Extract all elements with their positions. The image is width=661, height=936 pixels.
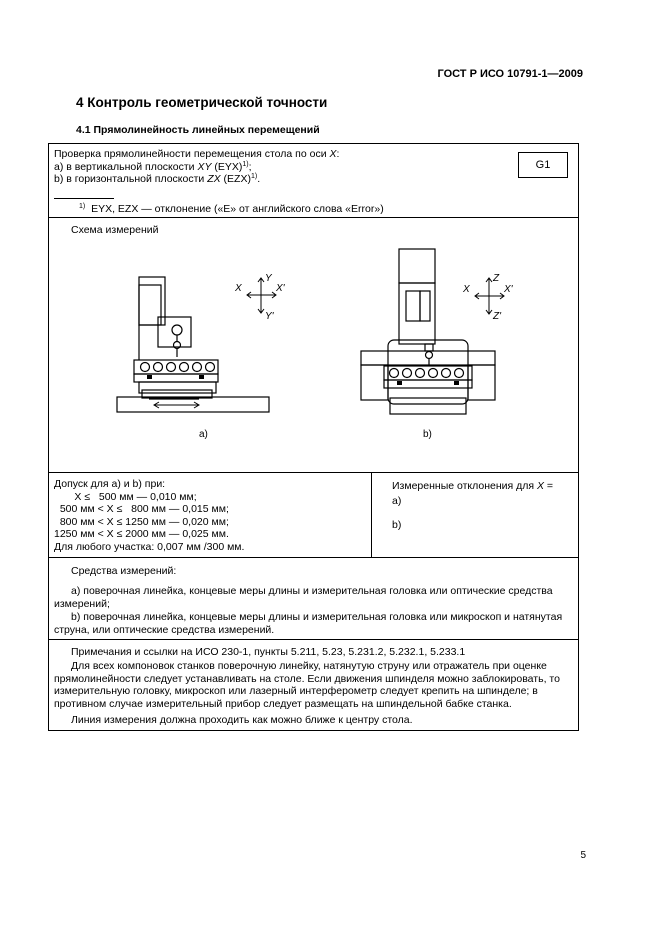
check-description-box <box>48 143 579 218</box>
subsection-title: 4.1 Прямолинейность линейных перемещений <box>76 124 320 136</box>
check-text: Проверка прямолинейности перемещения стола по оси X: а) в вертикальной плоскости XY (EYX)$^{1)}$; b) в горизонтальной плоскости ZX (EZX)$^{1)}$. <box>54 148 340 185</box>
measured-block: Измеренные отклонения для X = a) b) <box>392 480 554 531</box>
notes-box <box>48 639 579 731</box>
axis-b-z-prime: Z' <box>493 311 502 322</box>
caption-b: b) <box>423 429 432 440</box>
machine-b-drawing <box>361 249 495 414</box>
tolerance-row: 500 мм < X ≤ 800 мм — 0,015 мм; <box>54 503 229 515</box>
axis-b-x-prime: X' <box>504 284 513 295</box>
axis-a-x: X <box>235 283 242 294</box>
axis-b-x: X <box>463 284 470 295</box>
machine-b-blocks <box>397 381 459 385</box>
notes-paragraph: Для всех компоновок станков поверочную линейку, натянутую струну или отражатель при оценке прямолинейности следует устанавливать на столе. Если движения шпинделя можно заблокировать, то измерительную головку, микроскоп или лазерный интерферометр следует крепить на шпинделе; в противном случае измерительный прибор следует размещать на шпиндельной бабке станка. <box>54 660 560 710</box>
instruments-b: b) поверочная линейка, концевые меры длины и измерительная головка или микроскоп и натянутая струна, или оптические средства измерений. <box>54 611 563 636</box>
tolerance-block <box>54 478 244 553</box>
tolerance-row: 1250 мм < X ≤ 2000 мм — 0,025 мм. <box>54 528 229 540</box>
instruments-a: а) поверочная линейка, концевые меры длины и измерительная головка или оптические средства измерений; <box>54 585 553 610</box>
column-divider <box>371 473 372 557</box>
axis-a-y-prime: Y' <box>265 311 274 322</box>
footnote-divider <box>54 198 114 199</box>
page-number: 5 <box>580 850 586 861</box>
axis-a-y: Y <box>265 273 272 284</box>
document-header: ГОСТ Р ИСО 10791-1—2009 <box>437 68 583 80</box>
machine-a-blocks <box>147 375 204 379</box>
scheme-title: Схема измерений <box>71 224 159 236</box>
tolerance-title: Допуск для а) и b) при: <box>54 478 166 490</box>
scheme-box <box>48 217 579 473</box>
machine-a-arrow <box>154 402 199 408</box>
check-code: G1 <box>518 152 568 178</box>
axis-b-z: Z <box>493 273 500 284</box>
axes-b <box>475 278 504 314</box>
notes-title: Примечания и ссылки на ИСО 230-1, пункты 5.211, 5.23, 5.231.2, 5.232.1, 5.233.1 <box>71 646 466 658</box>
footnote: $^{1)}$ EYX, EZX — отклонение («E» от английского слова «Error») <box>79 203 384 215</box>
measured-a: a) <box>392 494 402 507</box>
section-title: 4 Контроль геометрической точности <box>76 95 328 110</box>
instruments-box <box>48 557 579 640</box>
tolerance-any-segment: Для любого участка: 0,007 мм /300 мм. <box>54 540 245 553</box>
tolerance-row: 800 мм < X ≤ 1250 мм — 0,020 мм; <box>54 515 229 528</box>
machine-a-drawing <box>117 277 269 412</box>
measurement-scheme-figure <box>49 218 578 472</box>
measured-b: b) <box>392 519 402 531</box>
tolerance-box <box>48 472 579 558</box>
notes-paragraph: Линия измерения должна проходить как можно ближе к центру стола. <box>71 714 413 726</box>
tolerance-row: X ≤ 500 мм — 0,010 мм; <box>54 490 197 503</box>
axis-a-x-prime: X' <box>276 283 285 294</box>
instruments-title: Средства измерений: <box>71 565 177 577</box>
caption-a: a) <box>199 429 208 440</box>
